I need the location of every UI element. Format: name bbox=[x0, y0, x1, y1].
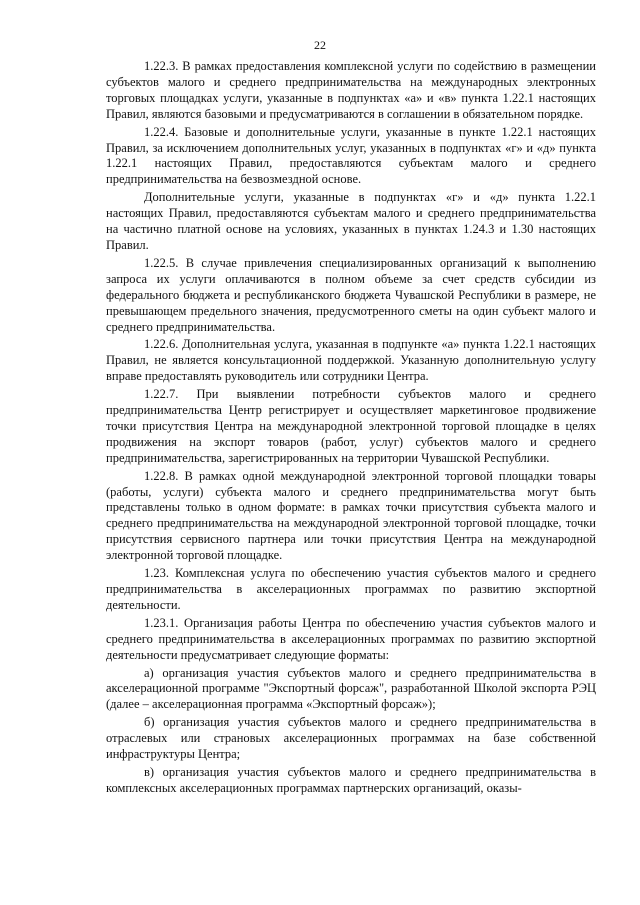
paragraph-1-22-6: 1.22.6. Дополнительная услуга, указанная в подпункте «а» пункта 1.22.1 настоящих Правил, не является консультационной поддержкой. Указанную дополнительную услугу вправе предоставлять руководитель или сотрудники Центра. bbox=[106, 337, 596, 384]
page-number: 22 bbox=[314, 38, 326, 52]
paragraph-1-22-4: 1.22.4. Базовые и дополнительные услуги, указанные в пункте 1.22.1 настоящих Правил, за исключением дополнительных услуг, указанных в подпунктах «г» и «д» пункта 1.22.1 настоящих Правил, предоставляются субъектам малого и среднего предпринимательства на безвозмездной основе. bbox=[106, 124, 596, 187]
paragraph-1-23: 1.23. Комплексная услуга по обеспечению участия субъектов малого и среднего предпринимательства в акселерационных программах по развитию экспортной деятельности. bbox=[106, 566, 596, 612]
paragraph-1-22-5: 1.22.5. В случае привлечения специализированных организаций к выполнению запроса их услуги оплачиваются в полном объеме за счет средств субсидии из федерального бюджета и республиканского бюджета Чувашской Республики в размере, не превышающем предельного значения, предусмотренного сметы на один субъект малого и среднего предпринимательства. bbox=[106, 255, 596, 334]
list-item-b: б) организация участия субъектов малого и среднего предпринимательства в отраслевых или страновых акселерационных программах на базе собственной инфраструктуры Центра; bbox=[106, 715, 596, 762]
paragraph-1-22-8: 1.22.8. В рамках одной международной электронной торговой площадки товары (работы, услуги) субъекта малого и среднего предпринимательства могут быть представлены только в одном формате: в рамках точки присутствия субъекта малого и среднего предпринимательства на международной электронной торговой площадке, точки присутствия сервисного партнера или точки присутствия Центра на международной электронной торговой площадке. bbox=[106, 468, 596, 563]
document-body bbox=[106, 59, 596, 797]
paragraph-1-23-1: 1.23.1. Организация работы Центра по обеспечению участия субъектов малого и среднего предпринимательства в акселерационных программах по развитию экспортной деятельности предусматривает следующие форматы: bbox=[106, 615, 596, 662]
paragraph-1-22-3: 1.22.3. В рамках предоставления комплексной услуги по содействию в размещении субъектов малого и среднего предпринимательства на международных электронных торговых площадках услуги, указанные в подпунктах «а» и «в» пункта 1.22.1 настоящих Правил, являются базовыми и предусматриваются в соглашении в обязательном порядке. bbox=[106, 59, 596, 121]
paragraph-additional-services: Дополнительные услуги, указанные в подпунктах «г» и «д» пункта 1.22.1 настоящих Правил, предоставляются субъектам малого и среднего предпринимательства на частично платной основе на условиях, указанных в пунктах 1.24.3 и 1.30 настоящих Правил. bbox=[106, 190, 596, 252]
list-item-a: а) организация участия субъектов малого и среднего предпринимательства в акселерационной программе "Экспортный форсаж", разработанной Школой экспорта РЭЦ (далее – акселерационная программа «Экспортный форсаж»); bbox=[106, 665, 596, 712]
list-item-v: в) организация участия субъектов малого и среднего предпринимательства в комплексных акселерационных программах партнерских организаций, оказы- bbox=[106, 764, 596, 795]
paragraph-1-22-7: 1.22.7. При выявлении потребности субъектов малого и среднего предпринимательства Центр регистрирует и осуществляет маркетинговое продвижение точки присутствия Центра на международной электронной торговой площадке в целях продвижения на экспорт товаров (работ, услуг) субъектов малого и среднего предпринимательства, зарегистрированных на территории Чувашской Республики. bbox=[106, 387, 596, 465]
